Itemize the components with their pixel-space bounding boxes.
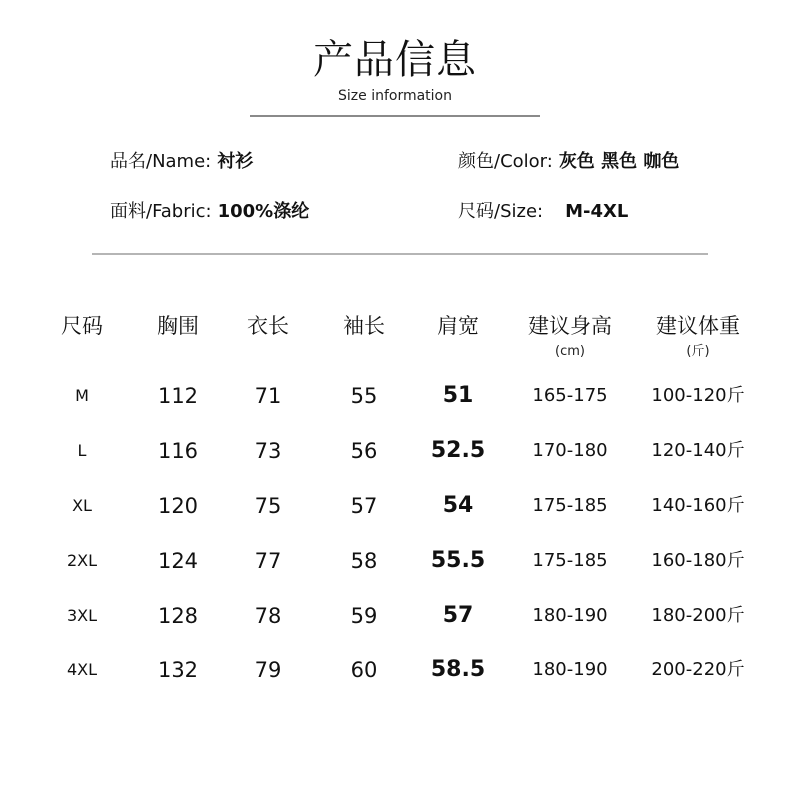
cell-height: 180-190 (532, 659, 608, 680)
cell-sleeve: 55 (350, 384, 378, 408)
cell-weight: 140-160斤 (651, 495, 745, 516)
page-subtitle: Size information (338, 88, 452, 104)
cell-shoulder: 54 (442, 493, 474, 518)
cell-sleeve: 60 (350, 658, 378, 682)
cell-shoulder: 52.5 (430, 438, 486, 463)
title-underline (250, 115, 540, 117)
header-chest: 胸围 (157, 314, 199, 338)
cell-sleeve: 58 (350, 549, 378, 573)
cell-length: 79 (254, 658, 282, 682)
fabric-label: 面料/Fabric: (110, 201, 212, 222)
cell-length: 73 (254, 439, 282, 463)
info-color (458, 150, 679, 174)
cell-height: 180-190 (532, 605, 608, 626)
cell-height: 170-180 (532, 440, 608, 461)
header-size: 尺码 (61, 314, 103, 338)
cell-chest: 128 (157, 604, 199, 628)
cell-length: 75 (254, 494, 282, 518)
name-value: 衬衫 (217, 151, 254, 172)
header-shoulder: 肩宽 (437, 314, 479, 338)
info-fabric (110, 200, 309, 224)
cell-sleeve: 57 (350, 494, 378, 518)
color-value: 灰色 黑色 咖色 (558, 151, 680, 172)
cell-size: XL (72, 496, 92, 515)
cell-shoulder: 58.5 (430, 657, 486, 682)
size-label: 尺码/Size: (458, 201, 544, 222)
header-weight: 建议体重 (656, 314, 740, 338)
cell-height: 165-175 (532, 385, 608, 406)
cell-weight: 200-220斤 (651, 659, 745, 680)
page-title: 产品信息 (313, 37, 477, 83)
cell-weight: 100-120斤 (651, 385, 745, 406)
cell-length: 71 (254, 384, 282, 408)
cell-chest: 120 (157, 494, 199, 518)
header-weight-unit: (斤) (686, 344, 710, 359)
info-name (110, 150, 253, 174)
cell-chest: 132 (157, 658, 199, 682)
cell-size: 4XL (66, 660, 98, 679)
info-size (458, 200, 628, 224)
cell-weight: 160-180斤 (651, 550, 745, 571)
cell-height: 175-185 (532, 550, 608, 571)
cell-chest: 116 (157, 439, 199, 463)
header-height-unit: (cm) (555, 344, 585, 359)
cell-size: 3XL (66, 606, 98, 625)
header-height: 建议身高 (528, 314, 612, 338)
cell-length: 77 (254, 549, 282, 573)
cell-weight: 120-140斤 (651, 440, 745, 461)
cell-size: 2XL (66, 551, 98, 570)
color-label: 颜色/Color: (458, 151, 553, 172)
name-label: 品名/Name: (110, 151, 212, 172)
cell-size: L (77, 441, 87, 460)
cell-length: 78 (254, 604, 282, 628)
cell-shoulder: 51 (442, 383, 474, 408)
fabric-value: 100%涤纶 (217, 201, 310, 222)
cell-shoulder: 55.5 (430, 548, 486, 573)
cell-chest: 124 (157, 549, 199, 573)
cell-sleeve: 59 (350, 604, 378, 628)
cell-shoulder: 57 (442, 603, 474, 628)
section-divider (92, 253, 708, 255)
header-length: 衣长 (247, 314, 289, 338)
cell-sleeve: 56 (350, 439, 378, 463)
cell-height: 175-185 (532, 495, 608, 516)
size-value: M-4XL (565, 201, 629, 222)
cell-size: M (75, 386, 89, 405)
cell-weight: 180-200斤 (651, 605, 745, 626)
header-sleeve: 袖长 (343, 314, 385, 338)
cell-chest: 112 (157, 384, 199, 408)
